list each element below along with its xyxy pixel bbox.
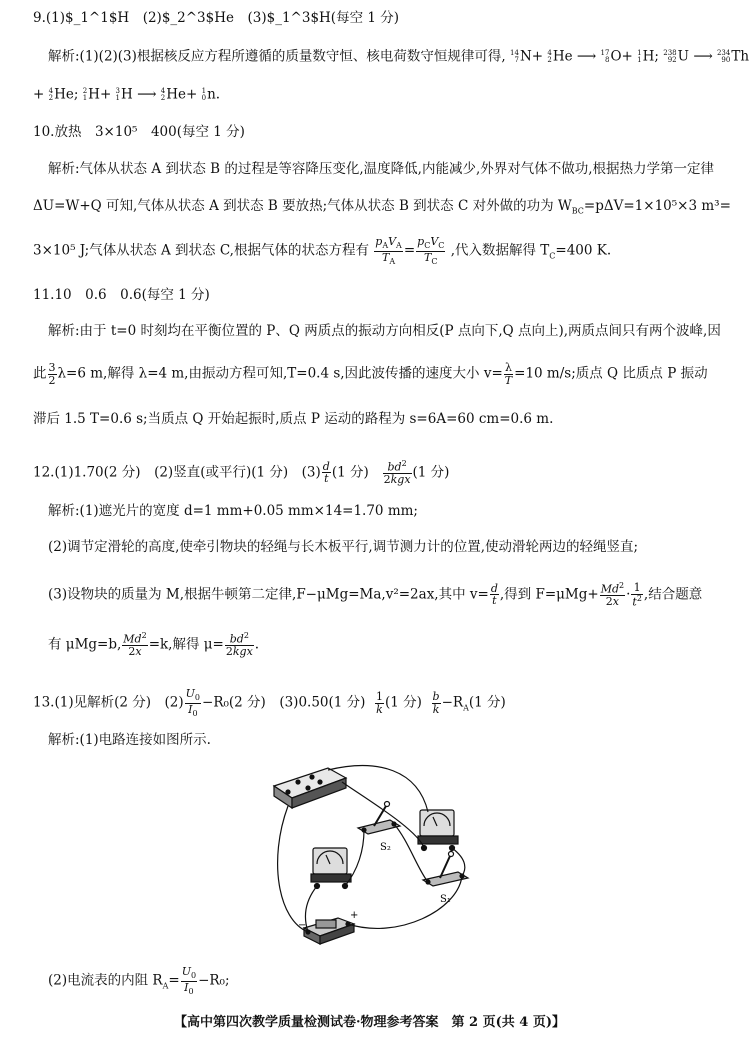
fraction-mu-answer: $\frac{bd^2}{\text{2kgx}}$ [383, 459, 411, 487]
fraction-one-over-t2: $\frac{1}{t^2}$ [632, 581, 642, 609]
text: −R [441, 694, 464, 711]
fraction-md2-over-2x: $\frac{Md^2}{2x}$ [600, 581, 625, 609]
voltmeter [311, 848, 351, 889]
q13-answer [33, 688, 506, 718]
text: ,代入数据解得 T [450, 242, 550, 259]
fraction-d-over-t-2: $\frac{d}{t}$ [490, 581, 498, 608]
text: =10 m/s;质点 Q 比质点 P 振动 [514, 365, 708, 382]
text: (1 分) [331, 464, 369, 481]
state-equation-fraction-a: $\frac{p_AV_A}{T_A}$ [375, 235, 402, 266]
q11-explanation-line3: 滞后 1.5 T=0.6 s;当质点 Q 开始起振时,质点 P 运动的路程为 s=6A=60 cm=0.6 m. [33, 411, 554, 427]
text: U [677, 48, 690, 65]
text: −R₀(2 分) (3)0.50(1 分) [202, 694, 366, 711]
nuclide-index: 1 0 [201, 87, 207, 102]
nuclide-index: 14 7 [510, 49, 519, 64]
subscript: C [549, 251, 556, 261]
minus-label: − [298, 920, 307, 931]
q10-explanation-line3: 3×10⁵ J;气体从状态 A 到状态 C,根据气体的状态方程有 $\frac{p_AV_A}{T_A}$ = $\frac{p_CV_C}{T_C}$ ,代入数据解得 $T_C=400$ K. [33, 235, 612, 266]
text: λ=6 m,解得 λ=4 m,由振动方程可知,T=0.4 s,因此波传播的速度大小 v= [57, 365, 503, 382]
text: =k,解得 μ= [148, 636, 224, 653]
text: n. [207, 86, 221, 103]
subscript: A [463, 703, 469, 713]
page-footer: 【高中第四次教学质量检测试卷·物理参考答案 第 2 页(共 4 页)】 [173, 1015, 566, 1030]
q11-explanation-line1: 解析:由于 t=0 时刻均在平衡位置的 P、Q 两质点的振动方向相反(P 点向下,Q 点向上),两质点间只有两个波峰,因 [48, 323, 721, 339]
nuclide-index: 4 2 [547, 49, 552, 64]
text: He+ [166, 86, 198, 103]
text: 3×10⁵ J;气体从状态 A 到状态 C,根据气体的状态方程有 [33, 242, 369, 259]
text: N+ [519, 48, 544, 65]
fraction-one-over-k: $\frac{1}{k}$ [376, 690, 384, 716]
q10-answer: 10.放热 3×10⁵ 400(每空 1 分) [33, 124, 245, 140]
text: Th [731, 48, 749, 65]
text: ,得到 F=μMg+ [499, 586, 599, 603]
q9-answer-text: 9.(1)$_1^1$H (2)$_2^3$He (3)$_1^3$H(每空 1 分) [33, 10, 400, 26]
nuclide-index: 234 90 [716, 49, 731, 64]
resistor-box [304, 918, 354, 944]
text: · [626, 586, 631, 603]
state-equation-fraction-c: $\frac{p_CV_C}{T_C}$ [417, 235, 445, 266]
q11-answer: 11.10 0.6 0.6(每空 1 分) [33, 287, 210, 303]
text: 12.(1)1.70(2 分) (2)竖直(或平行)(1 分) (3) [33, 464, 321, 481]
nuclide-index: 1 1 [637, 49, 642, 64]
text: He; [54, 86, 79, 103]
fraction-u0-over-i0: $\frac{U_0}{I_0}$ [185, 687, 201, 718]
q12-explanation-line2: (2)调节定滑轮的高度,使牵引物块的轻绳与长木板平行,调节测力计的位置,使动滑轮两边的轻绳竖直; [48, 539, 639, 555]
fraction-b-over-k: $\frac{b}{k}$ [432, 690, 440, 716]
fraction-u0-over-i0-2: $\frac{U_0}{I_0}$ [181, 965, 197, 996]
text: ,结合题意 [643, 586, 703, 603]
text: H [121, 86, 133, 103]
power-supply-box [274, 768, 346, 808]
s1-label: S₁ [440, 894, 451, 905]
q10-explanation-line2 [33, 200, 731, 216]
text: O+ [610, 48, 633, 65]
s2-label: S₂ [380, 842, 391, 853]
text: 解析:(1)(2)(3)根据核反应方程所遵循的质量数守恒、核电荷数守恒规律可得, [48, 48, 506, 65]
reaction-arrow: ⟶ [137, 86, 157, 103]
fraction-md2-over-2x-2: $\frac{Md^2}{2x}$ [123, 631, 147, 659]
text: H; [642, 48, 659, 65]
q9-explanation-line2: + 4 2 He; 2 1 H+ 3 1 H ⟶ 4 2 He+ 1 0 n. [33, 86, 221, 103]
q9-explanation-line1 [48, 50, 749, 64]
subscript: BC [571, 206, 584, 216]
nuclide-index: 2 1 [82, 87, 88, 102]
nuclide-index: 4 2 [160, 87, 166, 102]
text: . [254, 636, 260, 653]
q10-explanation-line1: 解析:气体从状态 A 到状态 B 的过程是等容降压变化,温度降低,内能减少,外界对气体不做功,根据热力学第一定律 [48, 161, 715, 177]
circuit-diagram [268, 760, 474, 950]
text: (3)设物块的质量为 M,根据牛顿第二定律,F−μMg=Ma,v²=2ax,其中 v= [48, 586, 489, 603]
q12-explanation-line4 [48, 632, 259, 658]
q13-explanation-line2 [48, 966, 230, 996]
text: ΔU=W+Q 可知,气体从状态 A 到状态 B 要放热;气体从状态 B 到状态 C 对外做的功为 W [33, 198, 572, 214]
text: 13.(1)见解析(2 分) (2) [33, 694, 184, 711]
q12-explanation-line1: 解析:(1)遮光片的宽度 d=1 mm+0.05 mm×14=1.70 mm; [48, 503, 418, 519]
text: + [99, 86, 112, 103]
text: + [33, 86, 45, 103]
q11-explanation-line2 [33, 362, 708, 386]
text: =400 K. [555, 242, 612, 259]
fraction-d-over-t: $\frac{d}{t}$ [322, 459, 330, 486]
nuclide-index: 238 92 [663, 49, 677, 64]
text: = [168, 972, 180, 989]
text: (1 分) [385, 694, 422, 711]
nuclide-index: 17 8 [600, 49, 610, 64]
text: −R₀; [198, 972, 230, 989]
fraction-three-halves: $\frac{3}{2}$ [48, 361, 56, 387]
q13-explanation-line1: 解析:(1)电路连接如图所示. [48, 732, 211, 748]
nuclide-index: 4 2 [48, 87, 54, 102]
nuclide-index: 3 1 [115, 87, 121, 102]
reaction-arrow: ⟶ [693, 48, 713, 65]
text: 此 [33, 365, 47, 382]
fraction-mu-result: $\frac{bd^2}{\text{2kgx}}$ [225, 631, 253, 659]
text: (2)电流表的内阻 R [48, 972, 163, 989]
text: He [552, 48, 573, 65]
q9-answer [33, 12, 399, 26]
reaction-arrow: ⟶ [576, 48, 597, 65]
text: 有 μMg=b, [48, 636, 122, 653]
q12-answer [33, 460, 449, 486]
ammeter [418, 810, 458, 851]
text: (1 分) [468, 694, 506, 711]
fraction-lambda-over-t: $\frac{\lambda}{T}$ [504, 361, 513, 387]
q12-explanation-line3 [48, 582, 702, 608]
text: =pΔV=1×10⁵×3 m³= [583, 198, 731, 214]
subscript: A [162, 981, 169, 991]
text: (1 分) [412, 464, 450, 481]
plus-label: + [350, 910, 359, 921]
